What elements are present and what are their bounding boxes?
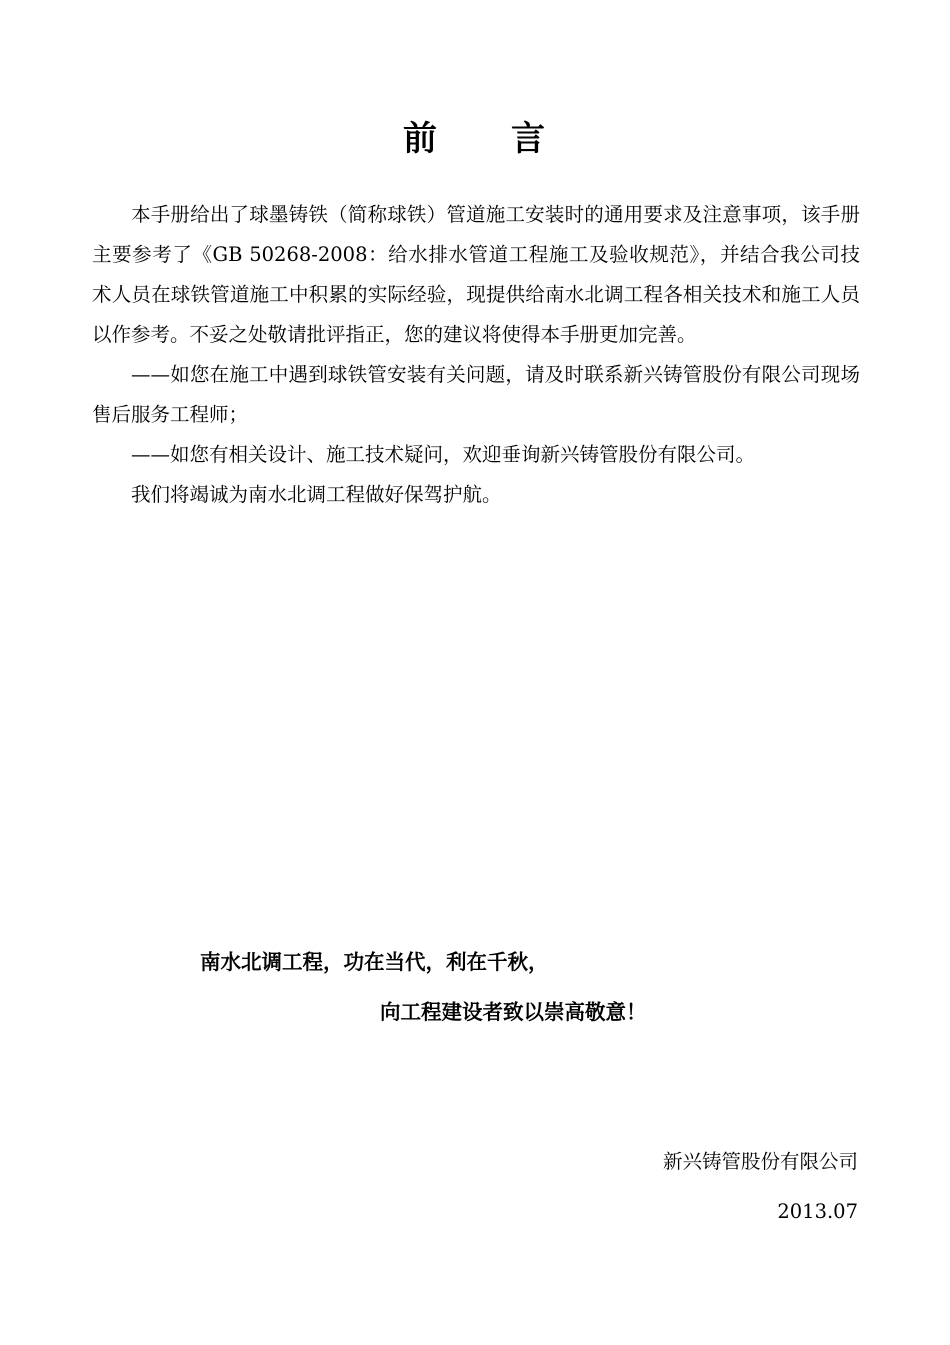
title-char-1: 前 [403,118,439,159]
paragraph-closing: 我们将竭诚为南水北调工程做好保驾护航。 [131,483,502,506]
paragraph-contact-service: ——如您在施工中遇到球铁管安装有关问题，请及时联系新兴铸管股份有限公司现场售后服务工程师； [92,363,860,426]
preface-body [92,195,860,515]
slogan-line-2: 向工程建设者致以崇高敬意！ [380,1000,647,1024]
title-char-2: 言 [511,118,547,159]
paragraph-contact-technical: ——如您有相关设计、施工技术疑问，欢迎垂询新兴铸管股份有限公司。 [131,443,756,466]
signature-date: 2013.07 [777,1200,858,1223]
signature-company: 新兴铸管股份有限公司 [662,1150,858,1173]
paragraph-intro: 本手册给出了球墨铸铁（简称球铁）管道施工安装时的通用要求及注意事项，该手册主要参考了《GB 50268-2008：给水排水管道工程施工及验收规范》，并结合我公司技术人员在球铁管道施工中积累的实际经验，现提供给南水北调工程各相关技术和施工人员以作参考。不妥之处敬请批评指正，您的建议将使得本手册更加完善。 [92,203,860,346]
page-title [0,115,950,163]
slogan-line-1: 南水北调工程，功在当代，利在千秋， [200,950,549,974]
